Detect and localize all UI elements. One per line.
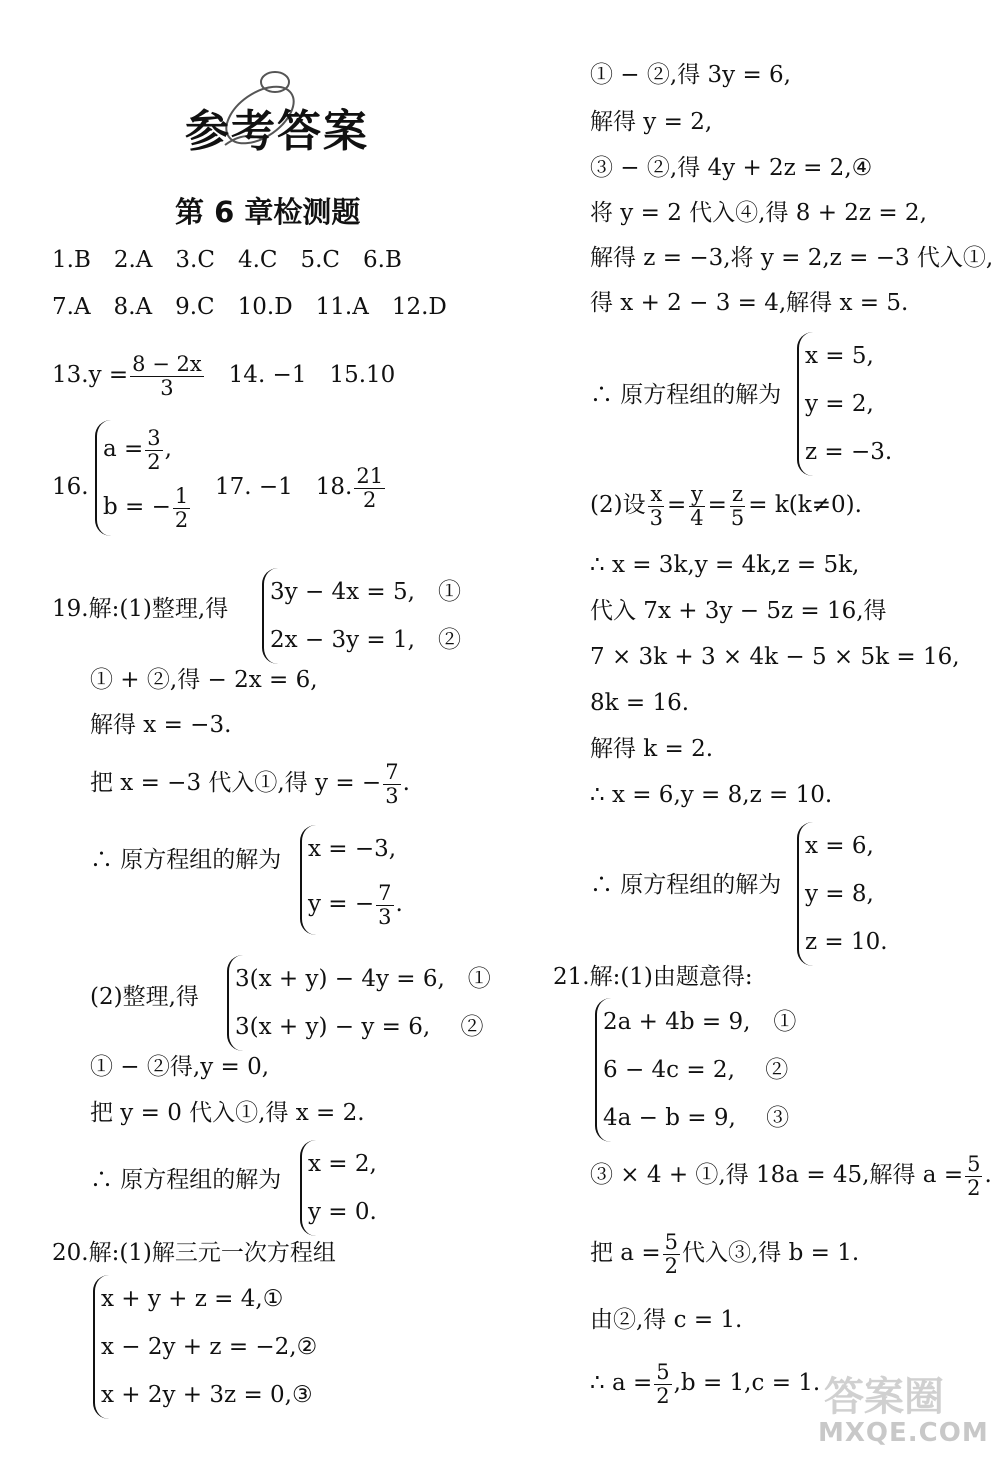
answers-row-2: 7.A 8.A 9.C 10.D 11.A 12.D — [52, 294, 447, 320]
q19-part2-solution-system: x = 2, y = 0. — [300, 1140, 377, 1236]
answer-16-system: a = $\frac{3}{2}$ , b = − $\frac{1}{2}$ — [95, 420, 192, 536]
q20-part2-line-0: (2)设 $\frac{x}{3}$ = $\frac{y}{4}$ = $\frac{z}{5}$ = k(k≠0). — [590, 481, 862, 530]
q19-part2-heading: (2)整理,得 — [90, 984, 199, 1010]
watermark-url: MXQE.COM — [818, 1418, 989, 1448]
q20-right-line-2: 解得 y = 2, — [590, 109, 713, 135]
q19-part2-line-1: ① − ②得,y = 0, — [90, 1054, 270, 1080]
q20-right-line-3: ③ − ②,得 4y + 2z = 2,④ — [590, 155, 873, 181]
q19-part2-line-2: 把 y = 0 代入①,得 x = 2. — [90, 1100, 365, 1126]
q19-line-3: 把 x = −3 代入①,得 y = − $\frac{7}{3}$ . — [90, 759, 410, 808]
page-title: 参考答案 — [185, 106, 369, 157]
q20-right-line-1: ① − ②,得 3y = 6, — [590, 62, 791, 88]
q19-heading: 19.解:(1)整理,得 — [52, 596, 229, 622]
q19-solution-label: ∴ 原方程组的解为 — [90, 847, 282, 873]
q20-system: x + y + z = 4,① x − 2y + z = −2,② x + 2y + 3z = 0,③ — [93, 1275, 317, 1419]
q20-solution-system: x = 5, y = 2, z = −3. — [797, 332, 892, 476]
watermark-logo: 答案圈 — [824, 1374, 944, 1420]
q20-solution-label: ∴ 原方程组的解为 — [590, 382, 782, 408]
answer-17-18: 17. −1 18. $\frac{21}{2}$ — [215, 463, 384, 512]
chapter-title: 第 6 章检测题 — [175, 195, 361, 229]
q20-part2-line-1: ∴ x = 3k,y = 4k,z = 5k, — [590, 552, 860, 578]
q20-heading: 20.解:(1)解三元一次方程组 — [52, 1240, 336, 1266]
q20-part2-solution-system: x = 6, y = 8, z = 10. — [797, 822, 888, 966]
q21-system: 2a + 4b = 9, ① 6 − 4c = 2, ② 4a − b = 9, ③ — [595, 998, 796, 1142]
q21-line-2: 把 a = $\frac{5}{2}$ 代入③,得 b = 1. — [590, 1229, 860, 1278]
q20-part2-line-2: 代入 7x + 3y − 5z = 16,得 — [590, 598, 887, 624]
q21-line-1: ③ × 4 + ①,得 18a = 45,解得 a = $\frac{5}{2}$ . — [590, 1151, 992, 1200]
q20-part2-line-5: 解得 k = 2. — [590, 736, 714, 762]
q19-system: 3y − 4x = 5, ① 2x − 3y = 1, ② — [262, 568, 461, 664]
q20-part2-solution-label: ∴ 原方程组的解为 — [590, 872, 782, 898]
q20-part2-line-4: 8k = 16. — [590, 690, 690, 716]
q19-part2-solution-label: ∴ 原方程组的解为 — [90, 1167, 282, 1193]
q19-line-2: 解得 x = −3. — [90, 712, 232, 738]
q21-line-4: ∴ a = $\frac{5}{2}$ ,b = 1,c = 1. — [590, 1359, 821, 1408]
answer-13-15: 13.y = $\frac{8 - 2x}{3}$ 14. −1 15.10 — [52, 351, 396, 400]
q21-heading: 21.解:(1)由题意得: — [553, 964, 753, 990]
q20-right-line-5: 解得 z = −3,将 y = 2,z = −3 代入①, — [590, 245, 994, 271]
q20-part2-line-3: 7 × 3k + 3 × 4k − 5 × 5k = 16, — [590, 644, 960, 670]
q19-part2-system: 3(x + y) − 4y = 6, ① 3(x + y) − y = 6, ② — [227, 955, 491, 1051]
q20-part2-line-6: ∴ x = 6,y = 8,z = 10. — [590, 782, 833, 808]
q19-line-1: ① + ②,得 − 2x = 6, — [90, 667, 318, 693]
q20-right-line-6: 得 x + 2 − 3 = 4,解得 x = 5. — [590, 290, 909, 316]
q21-line-3: 由②,得 c = 1. — [590, 1307, 743, 1333]
q19-solution-system: x = −3, y = − $\frac{7}{3}$ . — [300, 825, 403, 935]
q20-right-line-4: 将 y = 2 代入④,得 8 + 2z = 2, — [590, 200, 927, 226]
answer-16-label: 16. — [52, 474, 89, 500]
answers-row-1: 1.B 2.A 3.C 4.C 5.C 6.B — [52, 247, 402, 273]
